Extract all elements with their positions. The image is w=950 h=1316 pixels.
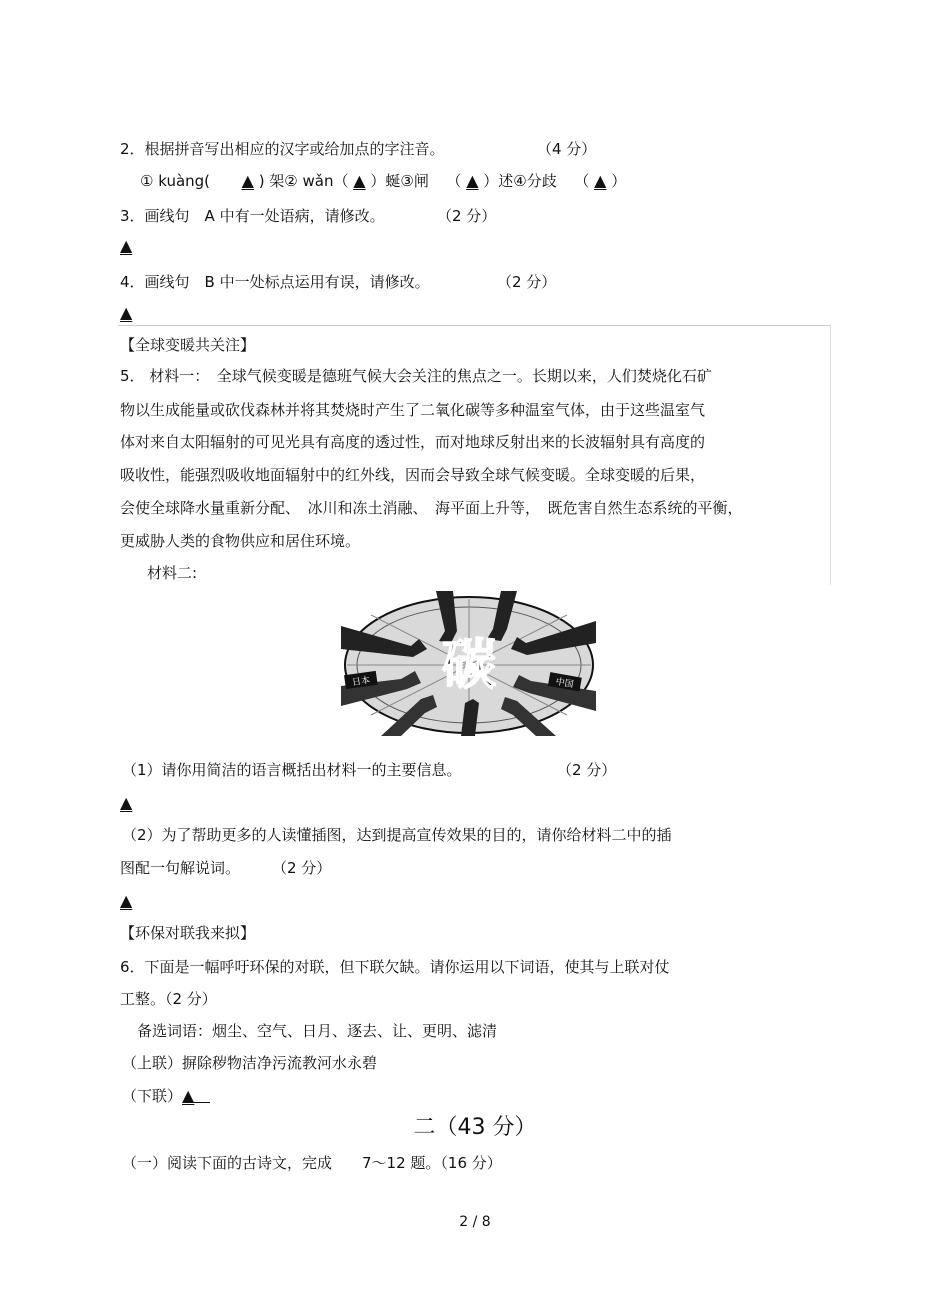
- part2-intro: （一）阅读下面的古诗文，完成 7～12 题。（16 分）: [122, 1154, 502, 1172]
- material1-line-2: 物以生成能量或砍伐森林并将其焚烧时产生了二氧化碳等多种温室气体，由于这些温室气: [120, 401, 706, 419]
- couplet-lower: [122, 1086, 210, 1106]
- q2-answer-3[interactable]: ▲: [466, 171, 479, 190]
- carbon-cartoon-image: [341, 591, 596, 736]
- couplet-lower-label: （下联）: [122, 1087, 183, 1105]
- cartoon-tag-japan: 日本: [351, 675, 371, 689]
- q3-score: （2 分）: [437, 207, 497, 225]
- q6-line-2: 工整。（2 分）: [120, 990, 217, 1008]
- q2-item-4-close: ）: [611, 172, 627, 190]
- q2-answer-1[interactable]: ▲: [241, 171, 254, 190]
- sub1-score: （2 分）: [557, 761, 617, 779]
- q2-item-4-paren: （: [574, 172, 590, 190]
- material2-label: 材料二:: [147, 564, 198, 582]
- section-frame-right: [830, 325, 831, 585]
- sub2-line-1: （2）为了帮助更多的人读懂插图，达到提高宣传效果的目的，请你给材料二中的插: [122, 826, 672, 844]
- q2-item-2-prefix: ) 架② wǎn（: [258, 172, 349, 190]
- sub1-text: （1）请你用简洁的语言概括出材料一的主要信息。: [122, 761, 462, 779]
- q3-answer[interactable]: ▲: [120, 236, 133, 255]
- q4-score: （2 分）: [497, 273, 557, 291]
- q6-line-1: 6．下面是一幅呼吁环保的对联，但下联欠缺。请你运用以下词语，使其与上联对仗: [120, 958, 670, 976]
- material1-line-4: 吸收性，能强烈吸收地面辐射中的红外线，因而会导致全球气候变暖。全球变暖的后果，: [120, 466, 706, 484]
- couplet-lower-answer[interactable]: ▲: [182, 1086, 195, 1105]
- q2-answer-4[interactable]: ▲: [594, 171, 607, 190]
- sub2-answer[interactable]: ▲: [120, 891, 133, 910]
- material1-line-1: 5． 材料一： 全球气候变暖是德班气候大会关注的焦点之一。长期以来，人们焚烧化石矿: [120, 367, 712, 385]
- page-number: 2 / 8: [459, 1214, 491, 1230]
- q2-items: [140, 171, 626, 191]
- q2-answer-2[interactable]: ▲: [353, 171, 366, 190]
- q2-prompt: 2．根据拼音写出相应的汉字或给加点的字注音。: [120, 140, 445, 158]
- q4-text: 4．画线句 B 中一处标点运用有误，请修改。: [120, 273, 430, 291]
- material1-line-3: 体对来自太阳辐射的可见光具有高度的透过性，而对地球反射出来的长波辐射具有高度的: [120, 433, 706, 451]
- q2-item-4-prefix: ）述④分歧: [483, 172, 557, 190]
- cartoon-tag-china: 中国: [554, 677, 575, 691]
- material1-line-6: 更威胁人类的食物供应和居住环境。: [120, 532, 361, 550]
- q6-word-bank: 备选词语：烟尘、空气、日月、逐去、让、更明、滤清: [137, 1022, 498, 1040]
- sub2-line-2: 图配一句解说词。: [120, 859, 241, 877]
- section-frame-top: [118, 325, 830, 326]
- sub1-answer[interactable]: ▲: [120, 793, 133, 812]
- material1-line-5: 会使全球降水量重新分配、 冰川和冻土消融、 海平面上升等， 既危害自然生态系统的平衡，: [120, 499, 743, 517]
- q2-score: （4 分）: [537, 140, 597, 158]
- q3-text: 3．画线句 A 中有一处语病，请修改。: [120, 207, 385, 225]
- q2-item-3-prefix: ）蜒③闸: [370, 172, 429, 190]
- couplet-upper: （上联）摒除秽物洁净污流教河水永碧: [122, 1054, 378, 1072]
- section2-heading: 【环保对联我来拟】: [120, 924, 256, 942]
- cartoon-carbon-character: 碳: [442, 633, 496, 696]
- q4-answer[interactable]: ▲: [120, 303, 133, 322]
- q2-text: [120, 139, 445, 159]
- sub2-score: （2 分）: [272, 859, 332, 877]
- q2-item-3-paren: （: [446, 172, 462, 190]
- part2-title: 二（43 分）: [413, 1115, 537, 1140]
- section1-heading: 【全球变暖共关注】: [120, 336, 256, 354]
- q2-item-1-prefix: ① kuàng(: [140, 172, 211, 190]
